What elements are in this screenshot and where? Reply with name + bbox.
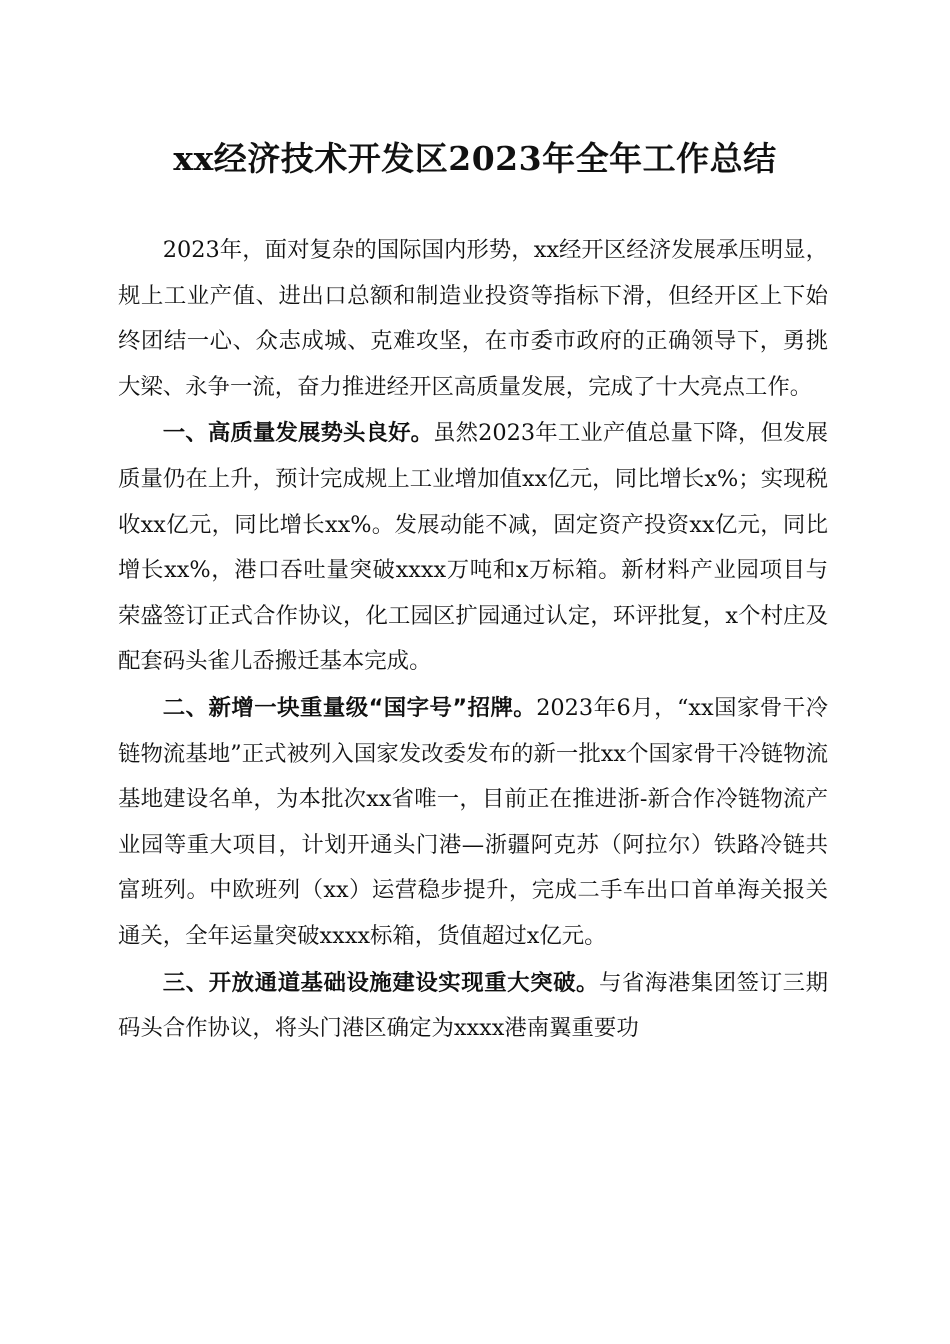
section-heading: 三、开放通道基础设施建设实现重大突破。 [162, 969, 599, 996]
paragraph-intro [118, 228, 828, 410]
paragraph-text: 2023年6月，“xx国家骨干冷链物流基地”正式被列入国家发改委发布的新一批xx个国家骨干冷链物流基地建设名单，为本批次xx省唯一，目前正在推进浙-新合作冷链物流产业园等重大项目，计划开通头门港—浙疆阿克苏（阿拉尔）铁路冷链共富班列。中欧班列（xx）运营稳步提升，完成二手车出口首单海关报关通关，全年运量突破xxxx标箱，货值超过x亿元。 [118, 694, 828, 949]
document-body [118, 228, 828, 1053]
paragraph-text: 虽然2023年工业产值总量下降，但发展质量仍在上升，预计完成规上工业增加值xx亿元，同比增长x%；实现税收xx亿元，同比增长xx%。发展动能不减，固定资产投资xx亿元，同比增长xx%，港口吞吐量突破xxxx万吨和x万标箱。新材料产业园项目与荣盛签订正式合作协议，化工园区扩园通过认定，环评批复，x个村庄及配套码头雀儿岙搬迁基本完成。 [118, 420, 829, 675]
paragraph-section-1 [118, 411, 828, 685]
paragraph-text: 2023年，面对复杂的国际国内形势，xx经开区经济发展承压明显，规上工业产值、进出口总额和制造业投资等指标下滑，但经开区上下始终团结一心、众志成城、克难攻坚，在市委市政府的正确领导下，勇挑大梁、永争一流，奋力推进经开区高质量发展，完成了十大亮点工作。 [118, 237, 828, 400]
document-title: xx经济技术开发区2023年全年工作总结 [173, 139, 777, 178]
paragraph-section-3 [118, 961, 828, 1052]
paragraph-text: 与省海港集团签订三期码头合作协议，将头门港区确定为xxxx港南翼重要功 [118, 969, 829, 1042]
section-heading: 一、高质量发展势头良好。 [162, 420, 434, 447]
section-heading: 二、新增一块重量级“国字号”招牌。 [162, 694, 537, 721]
paragraph-section-2 [118, 686, 828, 960]
